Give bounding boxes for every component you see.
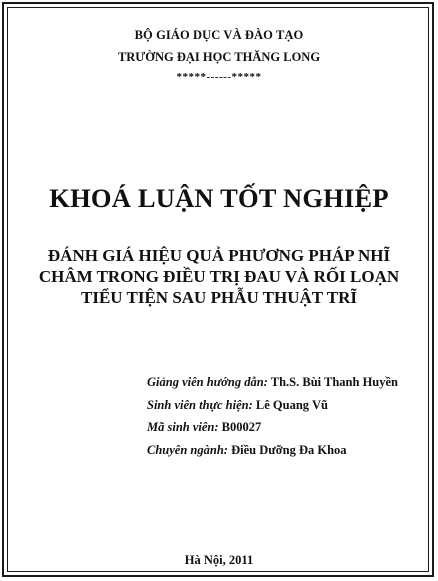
student-id-value: B00027 [221, 420, 262, 435]
supervisor-label: Giảng viên hướng dẫn: [147, 375, 268, 389]
supervisor-row [147, 374, 398, 397]
thesis-type-heading: KHOÁ LUẬN TỐT NGHIỆP [49, 183, 389, 213]
major-row [147, 442, 398, 465]
place-and-year: Hà Nội, 2011 [184, 553, 254, 567]
student-label: Sinh viên thực hiện: [147, 397, 253, 412]
thesis-title-line: TIỂU TIỆN SAU PHẪU THUẬT TRĨ [80, 288, 358, 307]
major-value: Điều Dưỡng Đa Khoa [231, 442, 347, 457]
decorative-divider: *****------***** [176, 71, 262, 83]
student-id-label: Mã sinh viên: [147, 420, 219, 435]
student-value: Lê Quang Vũ [255, 397, 328, 412]
major-label: Chuyên ngành: [147, 442, 228, 457]
ministry-name: BỘ GIÁO DỤC VÀ ĐÀO TẠO [134, 28, 304, 42]
university-name: TRƯỜNG ĐẠI HỌC THĂNG LONG [117, 50, 321, 64]
thesis-title-line: CHÂM TRONG ĐIỀU TRỊ ĐAU VÀ RỐI LOẠN [38, 267, 400, 286]
thesis-title [0, 245, 438, 308]
student-row [147, 397, 398, 420]
supervisor-value: Th.S. Bùi Thanh Huyền [270, 375, 399, 389]
thesis-title-line: ĐÁNH GIÁ HIỆU QUẢ PHƯƠNG PHÁP NHĨ [47, 246, 391, 265]
author-info-block [147, 374, 398, 464]
student-id-row [147, 419, 398, 442]
